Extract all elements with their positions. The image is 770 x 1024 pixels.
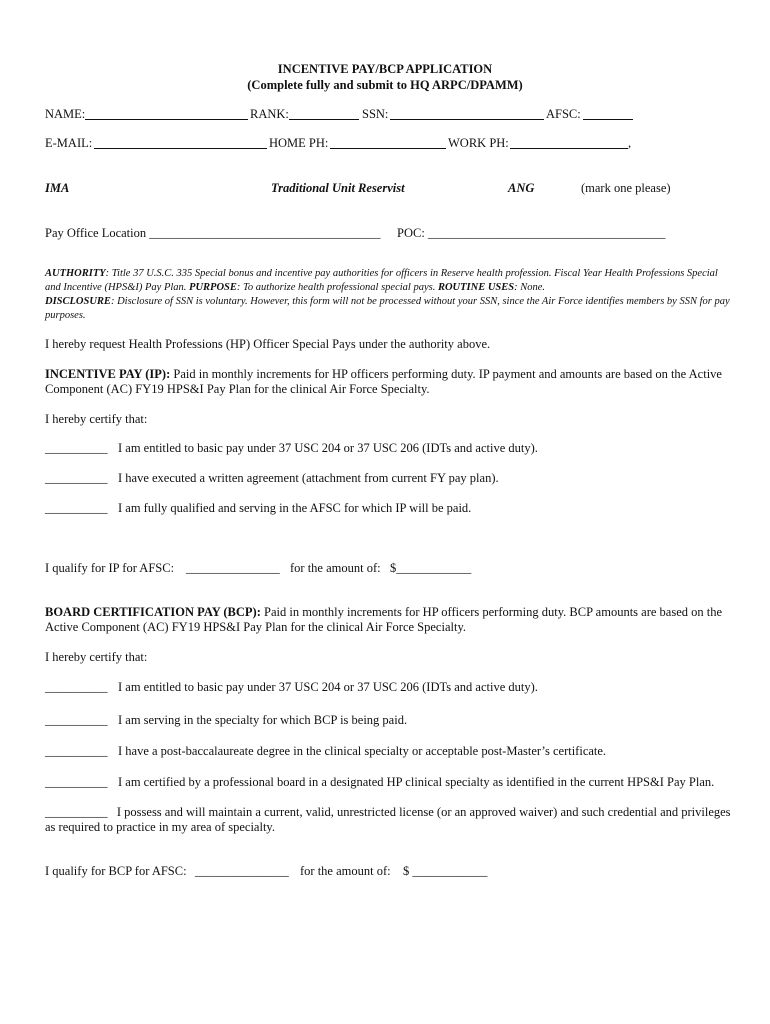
bcp-cert-item: [45, 680, 538, 695]
bcp-certify-label: I hereby certify that:: [45, 650, 148, 664]
bcp-amount-label: for the amount of:: [300, 864, 391, 878]
ssn-label: SSN:: [362, 107, 389, 121]
ip-amount-field[interactable]: $____________: [390, 561, 472, 575]
rank-field[interactable]: [289, 108, 359, 120]
work-phone-end: ,: [628, 136, 632, 150]
ip-description: Paid in monthly increments for HP officers performing duty. IP payment and amounts are based on the Active Component (AC) FY19 HPS&I Pay Plan for the clinical Air Force Specialty.: [45, 367, 722, 396]
name-field[interactable]: [85, 108, 248, 120]
option-ima[interactable]: IMA: [45, 181, 70, 195]
bcp-cert-item: [45, 805, 735, 835]
mark-one-note: (mark one please): [581, 181, 671, 195]
ip-cert-2-initial-field[interactable]: __________: [45, 471, 108, 485]
home-phone-label: HOME PH:: [269, 136, 329, 150]
pay-office-label: Pay Office Location: [45, 226, 147, 240]
disclosure-label: DISCLOSURE: [45, 296, 111, 307]
email-field[interactable]: [94, 137, 267, 149]
pay-office-row: [45, 226, 381, 241]
bcp-qualify-label: I qualify for BCP for AFSC:: [45, 864, 187, 878]
ip-amount-label: for the amount of:: [290, 561, 381, 575]
bcp-cert-3-text: I have a post-baccalaureate degree in the clinical specialty or acceptable post-Master’s certificate.: [118, 744, 607, 758]
rank-label: RANK:: [250, 107, 289, 121]
bcp-cert-5-text: I possess and will maintain a current, valid, unrestricted license (or an approved waiver) and such credential and privileges as required to practice in my area of specialty.: [45, 805, 731, 834]
request-statement: I hereby request Health Professions (HP) Officer Special Pays under the authority above.: [45, 337, 491, 351]
disclosure-text: : Disclosure of SSN is voluntary. However, this form will not be processed without your SSN, since the Air Force identifies members by SSN for pay purposes.: [45, 296, 730, 321]
purpose-label: PURPOSE: [189, 282, 237, 293]
bcp-description: Paid in monthly increments for HP officers performing duty. BCP amounts are based on the Active Component (AC) FY19 HPS&I Pay Plan for the clinical Air Force Specialty.: [45, 605, 723, 634]
option-traditional-reservist[interactable]: Traditional Unit Reservist: [271, 181, 405, 195]
ip-certify-label: I hereby certify that:: [45, 412, 148, 426]
pay-office-field[interactable]: _____________________________________: [149, 226, 381, 240]
bcp-section-intro: [45, 605, 735, 635]
bcp-cert-item: [45, 744, 607, 759]
email-label: E-MAIL:: [45, 136, 93, 150]
form-subtitle: (Complete fully and submit to HQ ARPC/DPAMM): [247, 78, 523, 92]
bcp-cert-3-initial-field[interactable]: __________: [45, 744, 108, 758]
option-ang[interactable]: ANG: [508, 181, 535, 195]
ip-afsc-field[interactable]: _______________: [186, 561, 280, 575]
home-phone-field[interactable]: [330, 137, 446, 149]
ip-cert-3-text: I am fully qualified and serving in the AFSC for which IP will be paid.: [118, 501, 472, 515]
ip-cert-item: [45, 501, 472, 516]
afsc-label: AFSC:: [546, 107, 581, 121]
routine-uses-text: : None.: [514, 282, 546, 293]
routine-uses-label: ROUTINE USES: [437, 282, 515, 293]
poc-row: [397, 226, 665, 241]
bcp-cert-4-text: I am certified by a professional board in a designated HP clinical specialty as identified in the current HPS&I Pay Plan.: [118, 775, 715, 789]
form-title: INCENTIVE PAY/BCP APPLICATION: [277, 62, 493, 76]
bcp-cert-5-initial-field[interactable]: __________: [45, 805, 108, 819]
bcp-heading: BOARD CERTIFICATION PAY (BCP):: [45, 605, 261, 619]
work-phone-label: WORK PH:: [448, 136, 509, 150]
bcp-cert-4-initial-field[interactable]: __________: [45, 775, 108, 789]
bcp-cert-item: [45, 775, 715, 790]
poc-field[interactable]: ______________________________________: [427, 226, 666, 240]
ssn-field[interactable]: [390, 108, 544, 120]
work-phone-field[interactable]: [510, 137, 628, 149]
authority-text: : Title 37 U.S.C. 335 Special bonus and incentive pay authorities for officers in Reserve health profession. Fiscal Year Health Professions Special and Incentive (HPS&I) Pay Plan.: [45, 268, 718, 293]
ip-cert-3-initial-field[interactable]: __________: [45, 501, 108, 515]
ip-cert-1-text: I am entitled to basic pay under 37 USC 204 or 37 USC 206 (IDTs and active duty).: [118, 441, 538, 455]
ip-section-intro: [45, 367, 735, 397]
purpose-text: : To authorize health professional special pays.: [236, 282, 438, 293]
bcp-afsc-field[interactable]: _______________: [195, 864, 289, 878]
ip-cert-item: [45, 471, 499, 486]
ip-qualify-label: I qualify for IP for AFSC:: [45, 561, 175, 575]
ip-cert-1-initial-field[interactable]: __________: [45, 441, 108, 455]
authority-label: AUTHORITY: [45, 268, 106, 279]
ip-heading: INCENTIVE PAY (IP):: [45, 367, 171, 381]
bcp-cert-2-initial-field[interactable]: __________: [45, 713, 108, 727]
ip-cert-item: [45, 441, 538, 456]
afsc-field[interactable]: [583, 108, 633, 120]
poc-label: POC:: [397, 226, 425, 240]
ip-cert-2-text: I have executed a written agreement (attachment from current FY pay plan).: [118, 471, 499, 485]
privacy-statement: [45, 267, 735, 323]
bcp-cert-item: [45, 713, 408, 728]
bcp-cert-1-initial-field[interactable]: __________: [45, 680, 108, 694]
bcp-cert-2-text: I am serving in the specialty for which BCP is being paid.: [118, 713, 408, 727]
bcp-cert-1-text: I am entitled to basic pay under 37 USC 204 or 37 USC 206 (IDTs and active duty).: [118, 680, 538, 694]
name-label: NAME:: [45, 107, 86, 121]
bcp-amount-field[interactable]: $ ____________: [403, 864, 488, 878]
